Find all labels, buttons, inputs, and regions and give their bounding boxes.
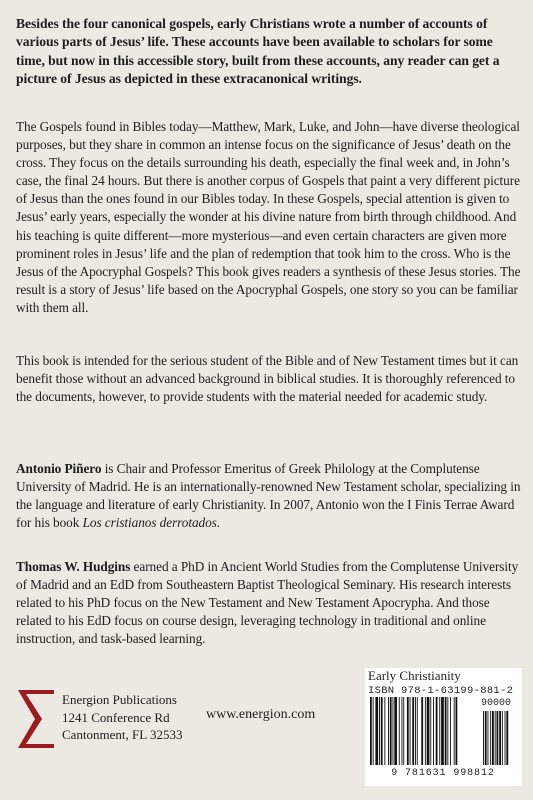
publisher-address (62, 691, 183, 744)
author-bio-hudgins-text: earned a PhD in Ancient World Studies from the Complutense University of Madrid and an EdD from Southeastern Baptist Theological Seminary. His research interests related to his PhD focus on the New Testament and New Testament Apocrypha. And those related to his EdD focus on course design, leveraging technology in traditional and online instruction, and task-based learning. (16, 559, 519, 647)
barcode-digits: 9 781631 998812 (391, 768, 495, 779)
publisher-website[interactable]: www.energion.com (206, 707, 316, 722)
author-name-pinero: Antonio Piñero (16, 461, 102, 476)
barcode-panel (365, 668, 522, 786)
publisher-name: Energion Publications (62, 692, 177, 707)
intro-blurb: Besides the four canonical gospels, early Christians wrote a number of accounts of various parts of Jesus’ life. These accounts have been available to scholars for some time, but now in this accessible story, built from these accounts, any reader can get a picture of Jesus as depicted in these extracanonical writings. (16, 16, 500, 86)
author-bio-pinero-end: . (216, 515, 221, 531)
isbn-text: ISBN 978-1-63199-881-2 (368, 685, 514, 697)
author-bio-pinero-text: is Chair and Professor Emeritus of Greek Philology at the Complutense University of Madrid. He is an internationally-renowned New Testament scholar, specializing in the language and literature of early Christianity. In 2007, Antonio won the I Finis Terrae Award for his book (16, 461, 521, 531)
sigma-logo-icon (16, 688, 58, 750)
category-label: Early Christianity (368, 668, 461, 683)
publisher-address-line-2: Cantonment, FL 32533 (62, 727, 183, 742)
price-code: 90000 (481, 698, 512, 709)
publisher-block (16, 688, 216, 748)
description-paragraph-2: This book is intended for the serious student of the Bible and of New Testament times but it can benefit those without an advanced background in biblical studies. It is thoroughly referenced to the documents, however, to provide students with the material needed for academic study. (16, 353, 519, 405)
author-bio-hudgins (16, 558, 521, 648)
author-bio-pinero (16, 460, 521, 532)
author-name-hudgins: Thomas W. Hudgins (16, 559, 131, 574)
publisher-address-line-1: 1241 Conference Rd (62, 709, 170, 725)
book-title: Los cristianos derrotados (82, 515, 217, 531)
description-paragraph-1: The Gospels found in Bibles today—Matthew, Mark, Luke, and John—have diverse theological purposes, but they share in common an intense focus on the significance of Jesus’ death on the cross. They focus on the details surrounding his death, especially the final week and, in John’s case, the final 24 hours. But there is another corpus of Gospels that paint a very different picture of Jesus than the ones found in our Bibles today. In these Gospels, special attention is given to Jesus’ early years, especially the wonder at his divine nature from birth through childhood. And his teaching is quite different—more mysterious—and even certain characters are given more prominent roles in Jesus’ life and the plan of redemption that took him to the cross. Who is the Jesus of the Apocryphal Gospels? This book gives readers a synthesis of these Jesus stories. The result is a story of Jesus’ life based on the Apocryphal Gospels, one story so you can be familiar with them all. (16, 119, 521, 315)
